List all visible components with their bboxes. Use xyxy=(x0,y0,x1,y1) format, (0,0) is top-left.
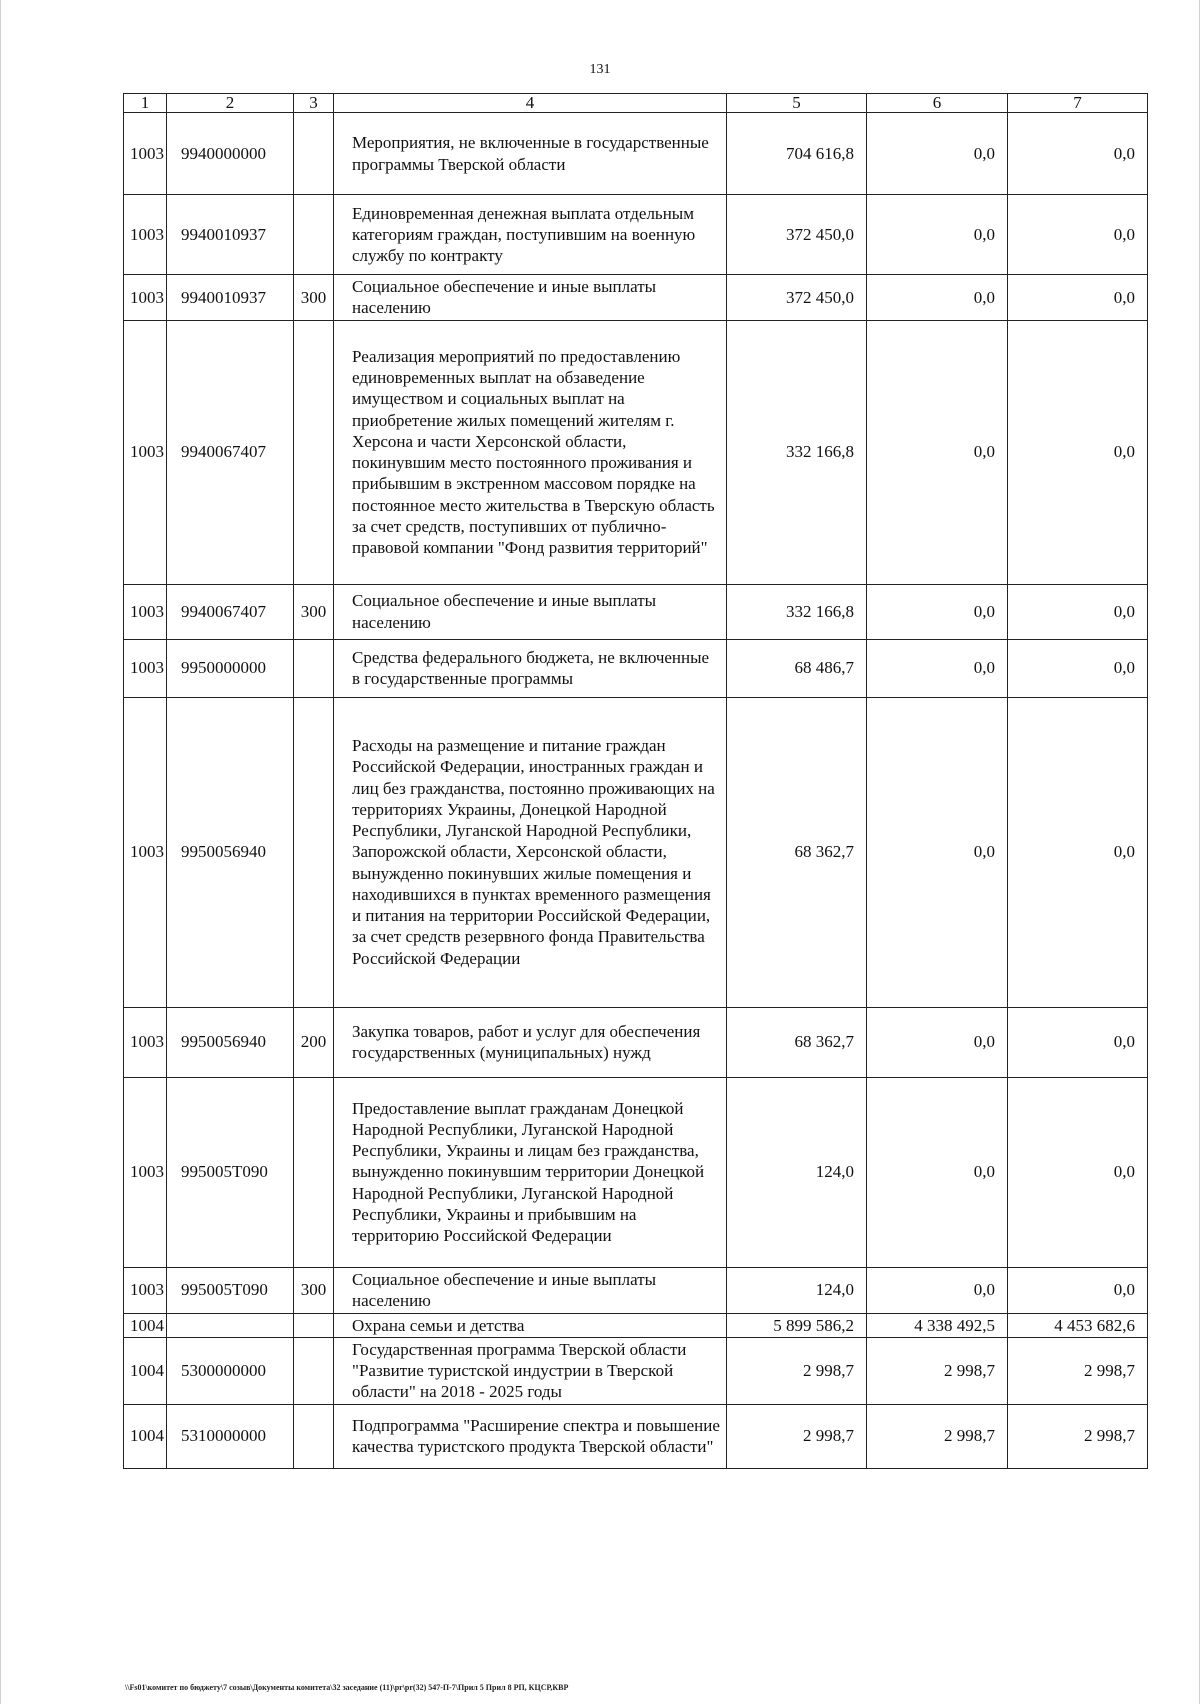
amount-col5-cell: 2 998,7 xyxy=(727,1337,867,1404)
target-article-cell: 995005Т090 xyxy=(167,1267,294,1313)
expense-type-cell xyxy=(294,320,334,584)
description-cell: Мероприятия, не включенные в государственные программы Тверской области xyxy=(334,113,727,195)
target-article-cell xyxy=(167,1313,294,1337)
expense-type-cell xyxy=(294,1313,334,1337)
expense-type-cell xyxy=(294,639,334,697)
amount-col7-cell: 0,0 xyxy=(1008,1267,1148,1313)
description-cell: Предоставление выплат гражданам Донецкой Народной Республики, Луганской Народной Республики, Украины и лицам без гражданства, вынужденно покинувшим территории Донецкой Народной Республики, Луганской Народной Республики, Украины и прибывшим на территорию Российской Федерации xyxy=(334,1077,727,1267)
description-cell: Единовременная денежная выплата отдельным категориям граждан, поступившим на военную службу по контракту xyxy=(334,195,727,275)
description-cell: Реализация мероприятий по предоставлению единовременных выплат на обзаведение имуществом и социальных выплат на приобретение жилых помещений жителям г. Херсона и части Херсонской области, покинувшим место постоянного проживания и прибывшим в экстренном массовом порядке на постоянное место жительства в Тверскую область за счет средств, поступивших от публично-правовой компании "Фонд развития территорий" xyxy=(334,320,727,584)
description-cell: Государственная программа Тверской области "Развитие туристской индустрии в Тверской области" на 2018 - 2025 годы xyxy=(334,1337,727,1404)
amount-col6-cell: 0,0 xyxy=(867,1007,1008,1077)
amount-col6-cell: 0,0 xyxy=(867,697,1008,1007)
expense-type-cell: 300 xyxy=(294,584,334,639)
amount-col6-cell: 0,0 xyxy=(867,195,1008,275)
amount-col5-cell: 372 450,0 xyxy=(727,195,867,275)
amount-col7-cell: 0,0 xyxy=(1008,697,1148,1007)
target-article-cell: 9940067407 xyxy=(167,320,294,584)
amount-col6-cell: 2 998,7 xyxy=(867,1404,1008,1468)
description-cell: Социальное обеспечение и иные выплаты населению xyxy=(334,1267,727,1313)
section-code-cell: 1003 xyxy=(124,697,167,1007)
amount-col7-cell: 2 998,7 xyxy=(1008,1404,1148,1468)
target-article-cell: 5310000000 xyxy=(167,1404,294,1468)
amount-col5-cell: 68 362,7 xyxy=(727,1007,867,1077)
amount-col7-cell: 0,0 xyxy=(1008,584,1148,639)
section-code-cell: 1003 xyxy=(124,1007,167,1077)
amount-col7-cell: 0,0 xyxy=(1008,275,1148,321)
section-code-cell: 1003 xyxy=(124,1077,167,1267)
section-code-cell: 1003 xyxy=(124,195,167,275)
expense-type-cell xyxy=(294,1404,334,1468)
amount-col6-cell: 0,0 xyxy=(867,1267,1008,1313)
table-row xyxy=(124,320,1148,584)
budget-table xyxy=(123,93,1148,1469)
expense-type-cell: 300 xyxy=(294,1267,334,1313)
header-cell: 3 xyxy=(294,94,334,113)
target-article-cell: 9950056940 xyxy=(167,1007,294,1077)
section-code-cell: 1003 xyxy=(124,113,167,195)
target-article-cell: 995005Т090 xyxy=(167,1077,294,1267)
target-article-cell: 9950000000 xyxy=(167,639,294,697)
section-code-cell: 1003 xyxy=(124,275,167,321)
target-article-cell: 9940000000 xyxy=(167,113,294,195)
table-row xyxy=(124,1007,1148,1077)
amount-col7-cell: 2 998,7 xyxy=(1008,1337,1148,1404)
description-cell: Охрана семьи и детства xyxy=(334,1313,727,1337)
header-cell: 4 xyxy=(334,94,727,113)
amount-col5-cell: 124,0 xyxy=(727,1077,867,1267)
header-cell: 1 xyxy=(124,94,167,113)
description-cell: Социальное обеспечение и иные выплаты населению xyxy=(334,584,727,639)
amount-col5-cell: 2 998,7 xyxy=(727,1404,867,1468)
scan-edge-left xyxy=(0,0,1,1704)
amount-col5-cell: 68 486,7 xyxy=(727,639,867,697)
expense-type-cell xyxy=(294,113,334,195)
amount-col6-cell: 0,0 xyxy=(867,1077,1008,1267)
expense-type-cell: 200 xyxy=(294,1007,334,1077)
table-header-row xyxy=(124,94,1148,113)
expense-type-cell xyxy=(294,195,334,275)
amount-col6-cell: 0,0 xyxy=(867,320,1008,584)
table-row xyxy=(124,639,1148,697)
section-code-cell: 1004 xyxy=(124,1337,167,1404)
description-cell: Средства федерального бюджета, не включенные в государственные программы xyxy=(334,639,727,697)
section-code-cell: 1003 xyxy=(124,584,167,639)
amount-col5-cell: 332 166,8 xyxy=(727,584,867,639)
description-cell: Социальное обеспечение и иные выплаты населению xyxy=(334,275,727,321)
header-cell: 2 xyxy=(167,94,294,113)
table-row xyxy=(124,1313,1148,1337)
amount-col6-cell: 4 338 492,5 xyxy=(867,1313,1008,1337)
amount-col7-cell: 4 453 682,6 xyxy=(1008,1313,1148,1337)
table-row xyxy=(124,1337,1148,1404)
file-path-footer: \\Fs01\комитет по бюджету\7 созыв\Документы комитета\32 заседание (11)\pr\pr(32) 547-П-7\Прил 5 Прил 8 РП, КЦСР,КВР xyxy=(125,1683,569,1692)
page-number: 131 xyxy=(589,62,611,77)
amount-col5-cell: 5 899 586,2 xyxy=(727,1313,867,1337)
amount-col7-cell: 0,0 xyxy=(1008,320,1148,584)
table-row xyxy=(124,584,1148,639)
expense-type-cell xyxy=(294,697,334,1007)
description-cell: Подпрограмма "Расширение спектра и повышение качества туристского продукта Тверской области" xyxy=(334,1404,727,1468)
target-article-cell: 9940067407 xyxy=(167,584,294,639)
amount-col6-cell: 2 998,7 xyxy=(867,1337,1008,1404)
description-cell: Расходы на размещение и питание граждан Российской Федерации, иностранных граждан и лиц без гражданства, постоянно проживающих на территориях Украины, Донецкой Народной Республики, Луганской Народной Республики, Запорожской области, Херсонской области, вынужденно покинувших жилые помещения и находившихся в пунктах временного размещения и питания на территории Российской Федерации, за счет средств резервного фонда Правительства Российской Федерации xyxy=(334,697,727,1007)
amount-col6-cell: 0,0 xyxy=(867,113,1008,195)
amount-col7-cell: 0,0 xyxy=(1008,1077,1148,1267)
header-cell: 5 xyxy=(727,94,867,113)
amount-col5-cell: 332 166,8 xyxy=(727,320,867,584)
amount-col6-cell: 0,0 xyxy=(867,275,1008,321)
description-cell: Закупка товаров, работ и услуг для обеспечения государственных (муниципальных) нужд xyxy=(334,1007,727,1077)
table-row xyxy=(124,1077,1148,1267)
table-row xyxy=(124,697,1148,1007)
table-row xyxy=(124,1404,1148,1468)
expense-type-cell xyxy=(294,1077,334,1267)
amount-col7-cell: 0,0 xyxy=(1008,195,1148,275)
table-row xyxy=(124,195,1148,275)
target-article-cell: 5300000000 xyxy=(167,1337,294,1404)
amount-col7-cell: 0,0 xyxy=(1008,113,1148,195)
table-row xyxy=(124,275,1148,321)
expense-type-cell xyxy=(294,1337,334,1404)
target-article-cell: 9940010937 xyxy=(167,275,294,321)
amount-col5-cell: 704 616,8 xyxy=(727,113,867,195)
header-cell: 6 xyxy=(867,94,1008,113)
target-article-cell: 9950056940 xyxy=(167,697,294,1007)
amount-col7-cell: 0,0 xyxy=(1008,1007,1148,1077)
section-code-cell: 1003 xyxy=(124,639,167,697)
section-code-cell: 1003 xyxy=(124,320,167,584)
amount-col6-cell: 0,0 xyxy=(867,584,1008,639)
amount-col5-cell: 124,0 xyxy=(727,1267,867,1313)
amount-col6-cell: 0,0 xyxy=(867,639,1008,697)
table-row xyxy=(124,1267,1148,1313)
header-cell: 7 xyxy=(1008,94,1148,113)
amount-col7-cell: 0,0 xyxy=(1008,639,1148,697)
section-code-cell: 1004 xyxy=(124,1313,167,1337)
amount-col5-cell: 372 450,0 xyxy=(727,275,867,321)
expense-type-cell: 300 xyxy=(294,275,334,321)
target-article-cell: 9940010937 xyxy=(167,195,294,275)
section-code-cell: 1004 xyxy=(124,1404,167,1468)
section-code-cell: 1003 xyxy=(124,1267,167,1313)
table-row xyxy=(124,113,1148,195)
amount-col5-cell: 68 362,7 xyxy=(727,697,867,1007)
